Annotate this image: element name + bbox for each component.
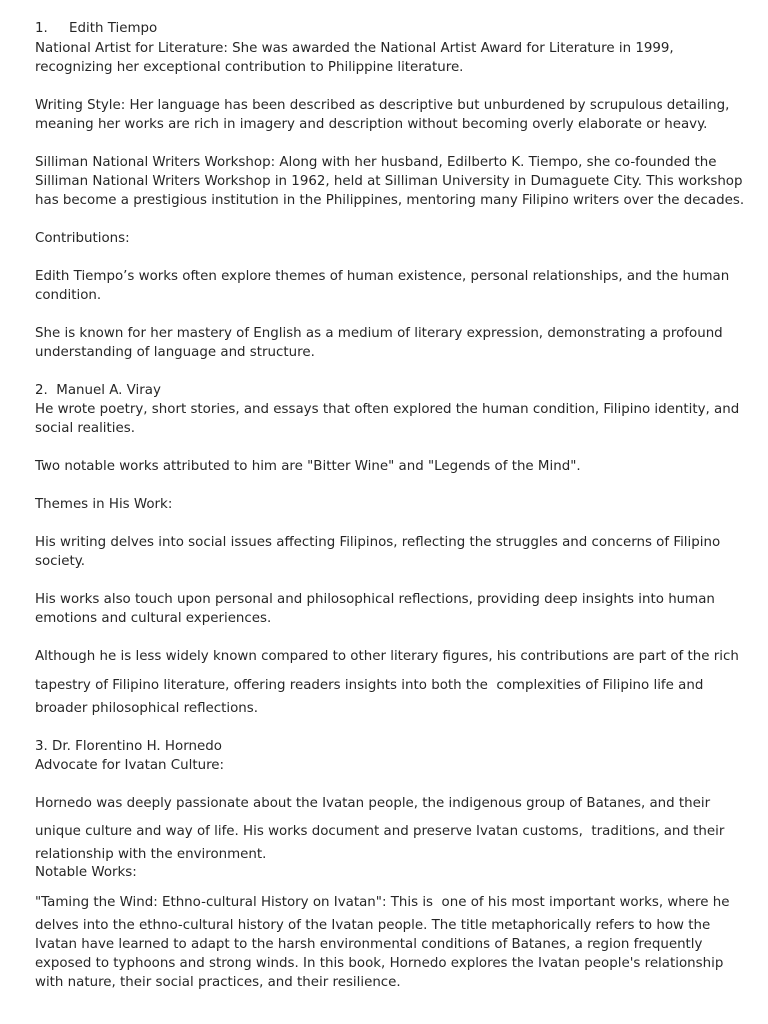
text-line: understanding of language and structure. bbox=[35, 345, 315, 360]
text-line: social realities. bbox=[35, 421, 135, 436]
text-line: Ivatan have learned to adapt to the harsh environmental conditions of Batanes, a region frequently bbox=[35, 937, 703, 952]
text-line: Although he is less widely known compared to other literary figures, his contributions are part of the rich bbox=[35, 649, 739, 664]
text-line: has become a prestigious institution in the Philippines, mentoring many Filipino writers over the decades. bbox=[35, 193, 745, 208]
subheading-ivatan-culture: Advocate for Ivatan Culture: bbox=[35, 758, 225, 773]
text-line: Writing Style: Her language has been described as descriptive but unburdened by scrupulous detailing, bbox=[35, 98, 730, 113]
text-line: recognizing her exceptional contribution to Philippine literature. bbox=[35, 60, 464, 75]
heading-manuel-viray: 2. Manuel A. Viray bbox=[35, 383, 161, 398]
heading-edith-tiempo: 1. Edith Tiempo bbox=[35, 21, 158, 36]
text-line: with nature, their social practices, and their resilience. bbox=[35, 975, 401, 990]
text-line: He wrote poetry, short stories, and essays that often explored the human condition, Filipino identity, and bbox=[35, 402, 740, 417]
text-line: broader philosophical reflections. bbox=[35, 701, 259, 716]
text-line: "Taming the Wind: Ethno-cultural History on Ivatan": This is one of his most important works, where he bbox=[35, 895, 730, 910]
text-line: She is known for her mastery of English as a medium of literary expression, demonstrating a profound bbox=[35, 326, 723, 341]
text-line: tapestry of Filipino literature, offering readers insights into both the complexities of Filipino life and bbox=[35, 678, 704, 693]
text-line: His works also touch upon personal and philosophical reflections, providing deep insights into human bbox=[35, 592, 715, 607]
text-line: society. bbox=[35, 554, 86, 569]
text-line: unique culture and way of life. His works document and preserve Ivatan customs, traditions, and their bbox=[35, 824, 725, 839]
subheading-themes: Themes in His Work: bbox=[35, 497, 173, 512]
text-line: Two notable works attributed to him are "Bitter Wine" and "Legends of the Mind". bbox=[35, 459, 581, 474]
text-line: meaning her works are rich in imagery and description without becoming overly elaborate or heavy. bbox=[35, 117, 708, 132]
text-line: relationship with the environment. bbox=[35, 847, 267, 862]
text-line: condition. bbox=[35, 288, 102, 303]
text-line: Silliman National Writers Workshop: Along with her husband, Edilberto K. Tiempo, she co-founded the bbox=[35, 155, 717, 170]
text-line: Edith Tiempo’s works often explore themes of human existence, personal relationships, and the human bbox=[35, 269, 730, 284]
text-line: exposed to typhoons and strong winds. In this book, Hornedo explores the Ivatan people's relationship bbox=[35, 956, 724, 971]
subheading-contributions: Contributions: bbox=[35, 231, 130, 246]
text-line: delves into the ethno-cultural history of the Ivatan people. The title metaphorically refers to how the bbox=[35, 918, 711, 933]
heading-florentino-hornedo: 3. Dr. Florentino H. Hornedo bbox=[35, 739, 222, 754]
subheading-notable-works: Notable Works: bbox=[35, 865, 137, 880]
text-line: emotions and cultural experiences. bbox=[35, 611, 272, 626]
text-line: National Artist for Literature: She was awarded the National Artist Award for Literature in 1999, bbox=[35, 41, 674, 56]
text-line: Hornedo was deeply passionate about the Ivatan people, the indigenous group of Batanes, and their bbox=[35, 796, 711, 811]
text-line: His writing delves into social issues affecting Filipinos, reflecting the struggles and concerns of Filipino bbox=[35, 535, 721, 550]
text-line: Silliman National Writers Workshop in 1962, held at Silliman University in Dumaguete City. This workshop bbox=[35, 174, 743, 189]
